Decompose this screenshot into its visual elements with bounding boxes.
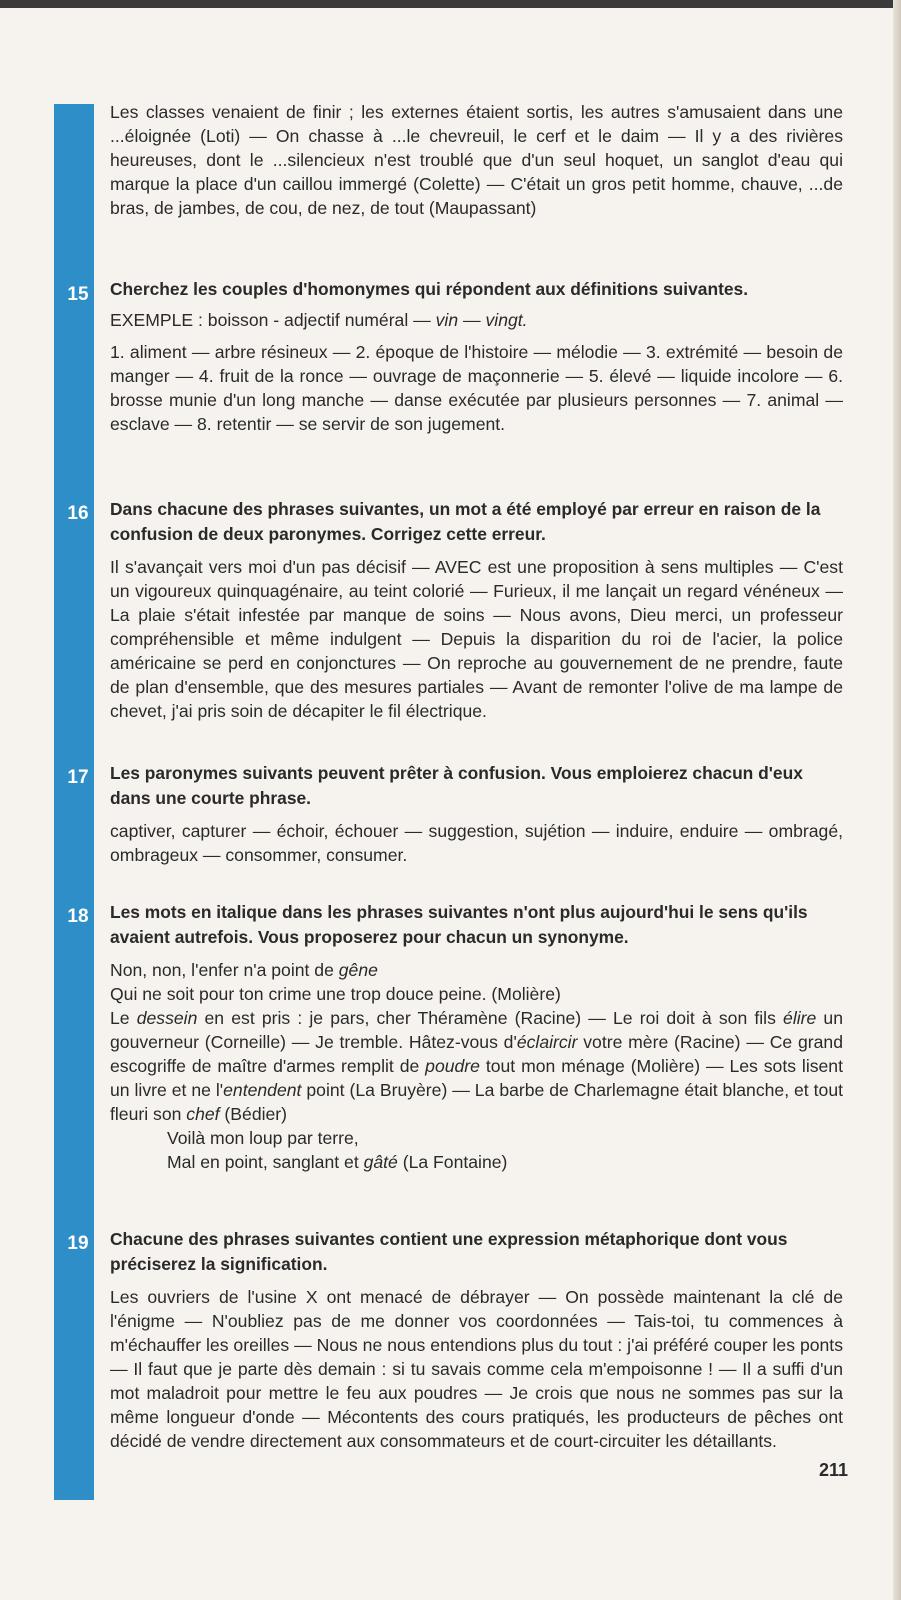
exercise-number-19: 19 <box>67 1233 89 1254</box>
body-part-7: (Bédier) <box>219 1104 288 1124</box>
page-number: 211 <box>818 1460 848 1480</box>
exercise-number-15: 15 <box>67 284 89 305</box>
exercise-16 <box>110 497 843 723</box>
body-part-3: un gouverneur (Corneille) — Je tremble. Hâtez-vous d' <box>110 1008 843 1052</box>
italic-word-gene: gêne <box>338 960 378 980</box>
body-part-2: en est pris : je pars, cher Théramène (Racine) — Le roi doit à son fils <box>197 1008 784 1028</box>
verse-line-4-text: Mal en point, sanglant et <box>167 1152 364 1172</box>
verse-line-3: Voilà mon loup par terre, <box>167 1128 359 1148</box>
exercise-17 <box>110 761 843 867</box>
example-word-vin: vin <box>435 310 459 330</box>
italic-word-gate: gâté <box>363 1152 398 1172</box>
exercise-19 <box>110 1227 843 1453</box>
exercise-16-body: Il s'avançait vers moi d'un pas décisif — AVEC est une proposition à sens multiples — C'est un vigoureux quinquagénaire, au teint colorié — Furieux, il me lançait un regard vénéneux — La plaie s'était infestée par manque de soins — Nous avons, Dieu merci, un professeur compréhensible et même indulgent — Depuis la disparition du roi de l'acier, la police américaine se perd en conjonctures — On reproche au gouvernement de ne prendre, faute de plan d'ensemble, que des mesures partiales — Avant de remonter l'olive de ma lampe de chevet, j'ai pris soin de décapiter le fil électrique. <box>110 557 843 721</box>
intro-paragraph: Les classes venaient de finir ; les externes étaient sortis, les autres s'amusaient dans une ...éloignée (Loti) — On chasse à ...le chevreuil, le cerf et le daim — Il y a des rivières heureuses, dont le ...silencieux n'est troublé que d'un seul hoquet, un sanglot d'eau qui marque la place d'un caillou immergé (Colette) — C'était un gros petit homme, chauve, ...de bras, de jambes, de cou, de nez, de tout (Maupassant) <box>110 102 843 218</box>
verse-line-1 <box>110 958 843 982</box>
exercise-17-heading: Les paronymes suivants peuvent prêter à confusion. Vous emploierez chacun d'eux dans une courte phrase. <box>110 763 803 808</box>
exercise-number-16: 16 <box>67 503 89 524</box>
exercise-15-heading: Cherchez les couples d'homonymes qui répondent aux définitions suivantes. <box>110 279 749 299</box>
exercise-19-heading: Chacune des phrases suivantes contient une expression métaphorique dont vous préciserez la signification. <box>110 1229 788 1274</box>
exercise-18-body <box>110 1006 843 1126</box>
verse-line-4 <box>110 1150 843 1174</box>
blue-margin-bar <box>54 104 94 1500</box>
italic-word-chef: chef <box>186 1104 220 1124</box>
italic-word-dessein: dessein <box>136 1008 198 1028</box>
verse-line-2: Qui ne soit pour ton crime une trop douce peine. (Molière) <box>110 984 561 1004</box>
example-word-vingt: vingt. <box>485 310 528 330</box>
exercise-15-example <box>110 308 843 332</box>
exercise-15 <box>110 277 843 436</box>
exercise-18-heading: Les mots en italique dans les phrases suivantes n'ont plus aujourd'hui le sens qu'ils avaient autrefois. Vous proposerez pour chacun un synonyme. <box>110 902 808 947</box>
example-sep: — <box>458 310 486 330</box>
example-prefix: EXEMPLE : boisson - adjectif numéral — <box>110 310 436 330</box>
verse-line-1-text: Non, non, l'enfer n'a point de <box>110 960 339 980</box>
body-part-5: tout mon ménage (Molière) — Les sots lisent un livre et ne l' <box>110 1056 843 1100</box>
italic-word-elire: élire <box>783 1008 817 1028</box>
italic-word-poudre: poudre <box>425 1056 480 1076</box>
italic-word-entendent: entendent <box>223 1080 302 1100</box>
body-part-1: Le <box>110 1008 137 1028</box>
page-right-edge <box>893 0 901 1600</box>
exercise-16-heading: Dans chacune des phrases suivantes, un mot a été employé par erreur en raison de la confusion de deux paronymes. Corrigez cette erreur. <box>110 499 821 544</box>
body-part-4: votre mère (Racine) — Ce grand escogriffe de maître d'armes remplit de <box>110 1032 844 1076</box>
exercise-17-body: captiver, capturer — échoir, échouer — suggestion, sujétion — induire, enduire — ombragé, ombrageux — consommer, consumer. <box>110 821 843 865</box>
body-part-6: point (La Bruyère) — La barbe de Charlemagne était blanche, et tout fleuri son <box>110 1080 843 1124</box>
exercise-15-body: 1. aliment — arbre résineux — 2. époque de l'histoire — mélodie — 3. extrémité — besoin de manger — 4. fruit de la ronce — ouvrage de maçonnerie — 5. élevé — liquide incolore — 6. brosse munie d'un long manche — danse exécutée par plusieurs personnes — 7. animal — esclave — 8. retentir — se servir de son jugement. <box>110 342 843 434</box>
intro-block <box>110 100 843 220</box>
exercise-19-body: Les ouvriers de l'usine X ont menacé de débrayer — On possède maintenant la clé de l'énigme — N'oubliez pas de me donner vos coordonnées — Tais-toi, tu commences à m'échauffer les oreilles — Nous ne nous entendions plus du tout : j'ai préféré couper les ponts — Il faut que je parte dès demain : si tu savais comme cela m'empoisonne ! — Il a suffi d'un mot maladroit pour mettre le feu aux poudres — Je crois que nous ne sommes pas sur la même longueur d'onde — Mécontents des cours pratiqués, les producteurs de pêches ont décidé de vendre directement aux consommateurs et de court-circuiter les détaillants. <box>110 1287 843 1451</box>
exercise-number-17: 17 <box>67 767 89 788</box>
page-top-edge <box>0 0 901 8</box>
exercise-number-18: 18 <box>67 906 89 927</box>
verse-line-4-source: (La Fontaine) <box>397 1152 508 1172</box>
italic-word-eclaircir: éclaircir <box>516 1032 578 1052</box>
exercise-18 <box>110 900 843 1174</box>
